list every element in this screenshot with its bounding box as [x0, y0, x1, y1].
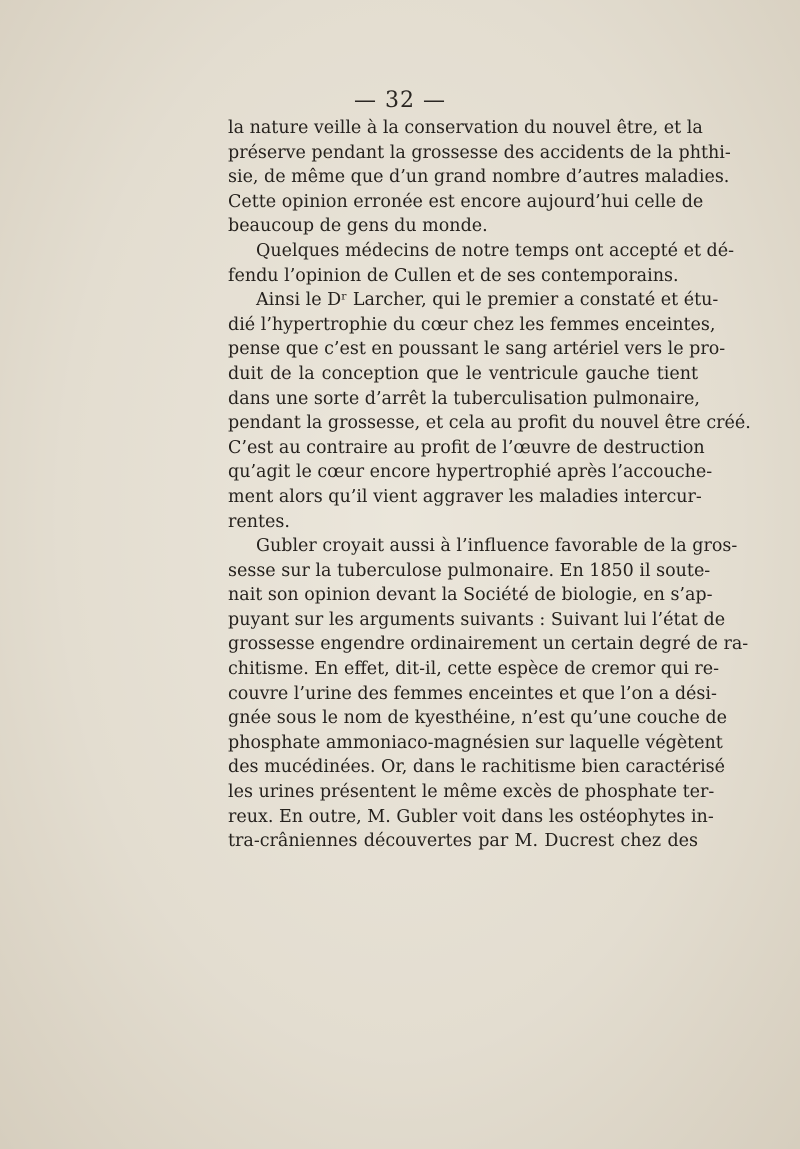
text-line: chitisme. En effet, dit-il, cette espèce de cremor qui re- — [228, 659, 720, 680]
text-line: Quelques médecins de notre temps ont accepté et dé- — [256, 240, 735, 261]
text-line: pendant la grossesse, et cela au profit du nouvel être créé. — [228, 413, 751, 434]
text-line: ment alors qu’il vient aggraver les maladies intercur- — [228, 486, 702, 507]
page-number: — 32 — — [354, 88, 446, 113]
text-line: puyant sur les arguments suivants : Suivant lui l’état de — [228, 609, 726, 630]
text-line: dans une sorte d’arrêt la tuberculisation pulmonaire, — [228, 388, 700, 409]
text-line: phosphate ammoniaco-magnésien sur laquelle végètent — [228, 732, 723, 753]
text-line: les urines présentent le même excès de phosphate ter- — [228, 782, 715, 803]
text-line: Cette opinion erronée est encore aujourd’hui celle de — [228, 191, 704, 212]
text-line: gnée sous le nom de kyesthéine, n’est qu’une couche de — [228, 708, 727, 729]
text-line: des mucédinées. Or, dans le rachitisme bien caractérisé — [228, 757, 725, 778]
text-line: couvre l’urine des femmes enceintes et que l’on a dési- — [228, 683, 717, 704]
body-text — [228, 116, 751, 854]
text-line: pense que c’est en poussant le sang artériel vers le pro- — [228, 339, 726, 360]
text-line: grossesse engendre ordinairement un certain degré de ra- — [228, 634, 749, 655]
text-line: Gubler croyait aussi à l’influence favorable de la gros- — [256, 536, 738, 557]
text-line: qu’agit le cœur encore hypertrophié après l’accouche- — [228, 462, 713, 483]
paragraph-3 — [228, 288, 751, 534]
text-line: C’est au contraire au profit de l’œuvre de destruction — [228, 437, 705, 458]
text-line: sesse sur la tuberculose pulmonaire. En 1850 il soute- — [228, 560, 711, 581]
text-line: fendu l’opinion de Cullen et de ses contemporains. — [228, 265, 679, 286]
text-line: la nature veille à la conservation du nouvel être, et la — [228, 118, 703, 138]
text-line: beaucoup de gens du monde. — [228, 216, 488, 237]
paragraph-2 — [228, 239, 735, 288]
text-line: nait son opinion devant la Société de biologie, en s’ap- — [228, 585, 713, 606]
paragraph-1 — [228, 116, 731, 239]
text-line: reux. En outre, M. Gubler voit dans les ostéophytes in- — [228, 806, 714, 827]
text-line: dié l’hypertrophie du cœur chez les femmes enceintes, — [228, 314, 716, 335]
text-line: Ainsi le Dʳ Larcher, qui le premier a constaté et étu- — [256, 290, 719, 311]
text-line: sie, de même que d’un grand nombre d’autres maladies. — [228, 167, 730, 188]
text-line: préserve pendant la grossesse des accidents de la phthi- — [228, 142, 731, 163]
text-line: rentes. — [228, 511, 290, 532]
paragraph-4 — [228, 534, 749, 854]
text-line: duit de la conception que le ventricule gauche tient — [228, 363, 698, 384]
text-line: tra-crâniennes découvertes par M. Ducrest chez des — [228, 831, 698, 852]
